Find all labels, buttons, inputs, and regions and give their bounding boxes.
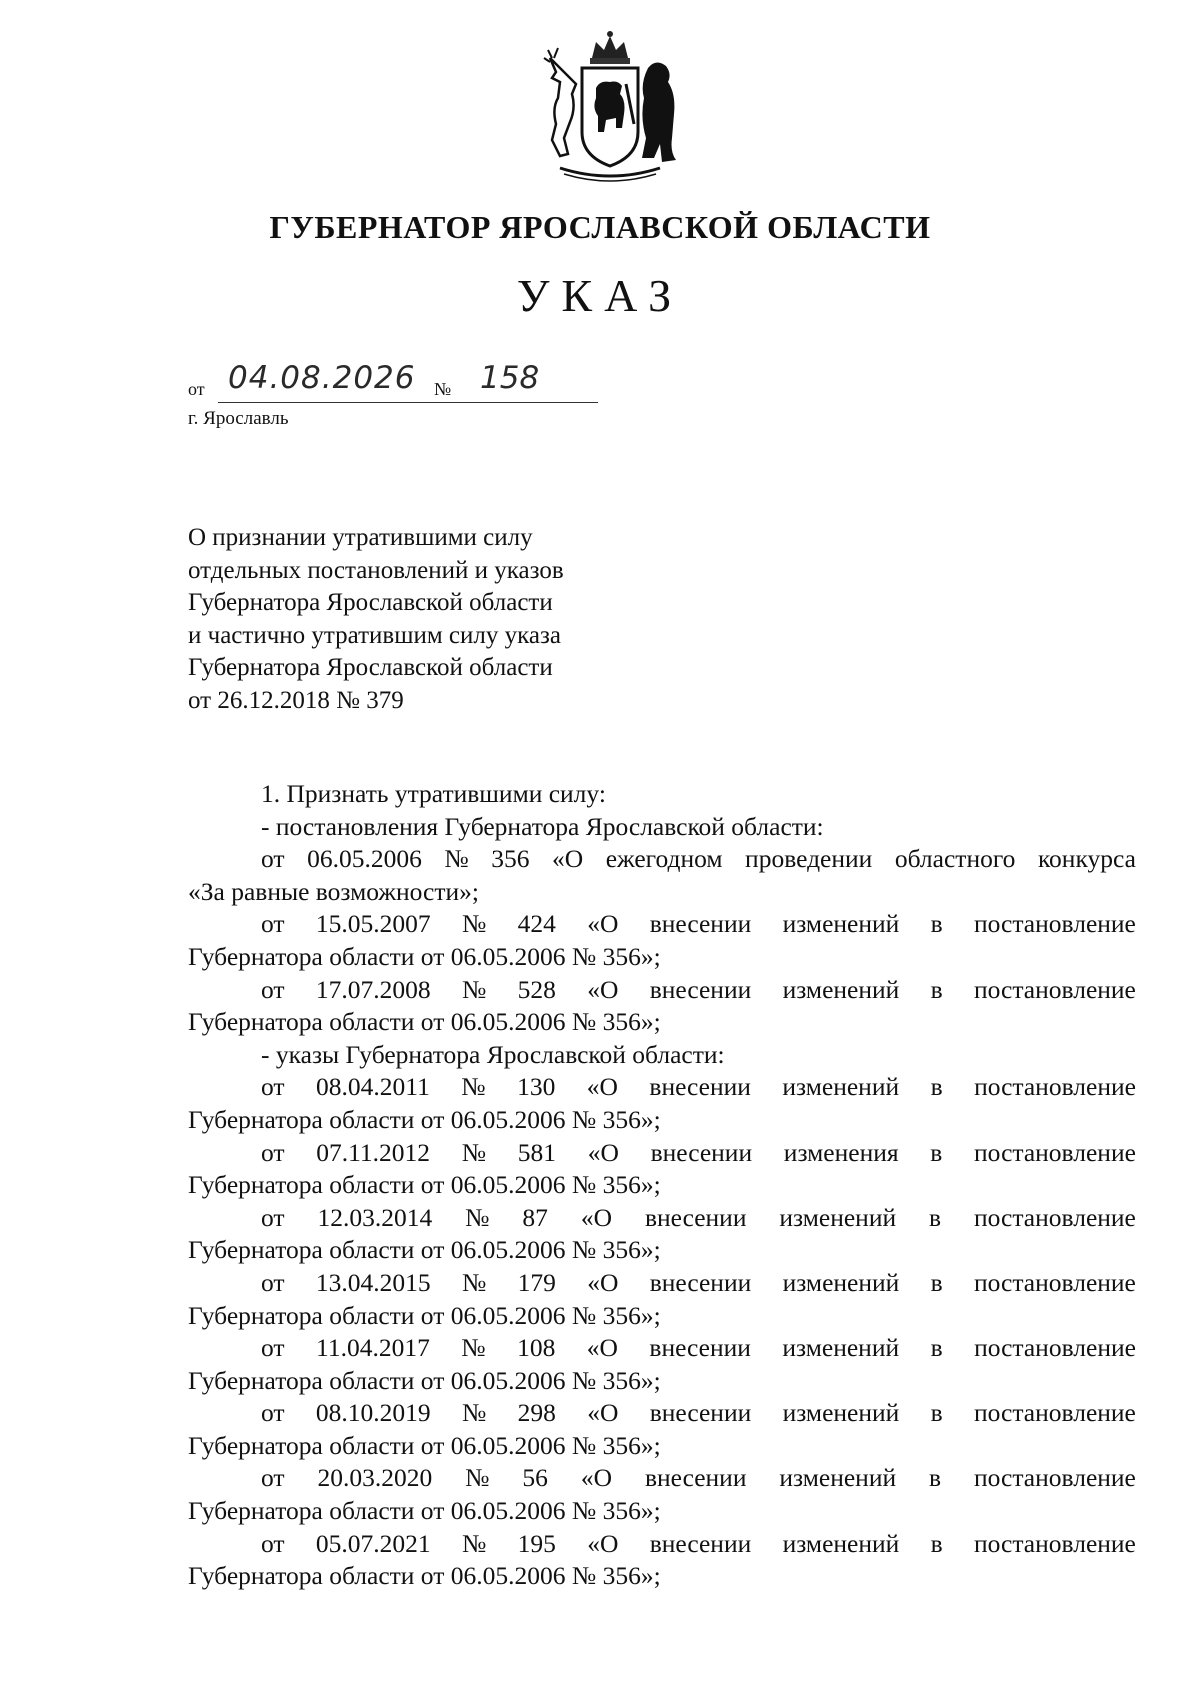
document-subject [188,522,708,717]
entry-word: постановление [974,974,1136,1004]
entry-word: «О [552,844,584,874]
entry-word: № [461,1398,487,1428]
entry-word: 13.04.2015 [315,1267,431,1297]
entry-word: в [930,1137,943,1167]
entry-word: изменения [783,1137,899,1167]
entry-word: 108 [517,1333,556,1363]
entry-word: ежегодном [605,844,723,874]
entry-word: 08.10.2019 [315,1398,431,1428]
entry-word: внесении [649,1267,752,1297]
entry-word: 179 [517,1267,556,1297]
entry-word: изменений [779,1202,897,1232]
entry-word: 424 [517,909,556,939]
entry-word: постановление [974,1463,1136,1493]
entry-line [188,974,1136,1007]
entry-word: 11.04.2017 [316,1333,430,1363]
entry-line [188,1528,1136,1561]
entry-word: внесении [649,1398,752,1428]
entries-group [188,1071,1136,1593]
entry-word: № [465,1202,490,1232]
subject-line: Губернатора Ярославской области [188,589,553,616]
entry-word: 08.04.2011 [316,1072,430,1102]
entry-continuation: Губернатора области от 06.05.2006 № 356»; [188,1300,661,1330]
entry-word: внесении [649,974,752,1004]
entry-word: № [465,1463,490,1493]
entry-word: в [930,1528,943,1558]
entry-word: в [929,1463,942,1493]
entry-word: 298 [517,1398,556,1428]
section-heading: - постановления Губернатора Ярославской области: [261,811,824,841]
entry-line [188,1071,1136,1104]
entry-word: 528 [517,974,556,1004]
item-heading: 1. Признать утратившими силу: [261,779,606,808]
entry-word: «О [587,1137,619,1167]
entry-word: постановление [974,1528,1136,1558]
entry-word: внесении [649,909,752,939]
date-prefix: от [188,379,205,399]
subject-line: и частично утратившим силу указа [188,621,561,649]
entry-word: № [461,1072,486,1102]
entry-word: в [930,974,943,1004]
entries-group [188,843,1136,1039]
entry-line [188,1202,1136,1235]
entry-continuation: Губернатора области от 06.05.2006 № 356»; [188,1496,661,1526]
entry-word: «О [586,1333,618,1363]
entry-word: в [930,909,943,939]
entry-word: внесении [644,1463,747,1493]
entry-word: «О [580,1463,613,1493]
entry-word: внесении [649,1528,752,1558]
entry-word: № [461,1137,487,1167]
entry-word: в [930,1398,943,1428]
number-label: № [434,379,452,399]
date-value: 04.08.2026 [228,360,416,396]
entry-word: в [929,1202,942,1232]
entry-continuation: Губернатора области от 06.05.2006 № 356»; [188,941,661,971]
entry-word: изменений [782,1528,900,1558]
entry-word: № [444,844,469,874]
entry-word: постановление [974,1398,1136,1428]
entry-word: 05.07.2021 [315,1528,431,1558]
entry-word: областного [894,844,1016,874]
entry-word: «О [586,1072,618,1102]
entry-word: от [261,1398,285,1428]
entry-word: от [261,1528,285,1558]
entry-line [188,1137,1136,1170]
entry-word: 17.07.2008 [315,974,431,1004]
entry-word: 130 [517,1072,556,1102]
entry-word: изменений [779,1463,897,1493]
entry-word: «О [587,1398,619,1428]
entry-word: конкурса [1037,844,1136,874]
entry-word: «О [580,1202,613,1232]
entry-word: «О [587,1267,619,1297]
entry-word: «О [587,909,619,939]
entry-continuation: Губернатора области от 06.05.2006 № 356»; [188,1235,661,1265]
entry-word: в [930,1072,943,1102]
subject-line: Губернатора Ярославской области [188,654,553,681]
number-value: 158 [480,360,540,396]
section-heading: - указы Губернатора Ярославской области: [261,1039,725,1069]
entry-word: № [461,1333,486,1363]
entry-word: «О [587,1528,619,1558]
entry-line [188,1397,1136,1430]
entry-continuation: «За равные возможности»; [188,876,479,906]
entry-word: 87 [522,1202,548,1232]
entry-word: 06.05.2006 [307,844,422,874]
entry-word: от [261,1333,285,1363]
entry-word: изменений [782,1072,900,1102]
entry-continuation: Губернатора области от 06.05.2006 № 356»; [188,1365,661,1395]
entry-word: постановление [974,1333,1136,1363]
entry-word: в [930,1333,943,1363]
entry-word: проведении [745,844,873,874]
entry-word: от [261,1137,285,1167]
entry-line [188,843,1136,876]
entry-word: 581 [517,1137,557,1167]
entry-word: внесении [649,1333,751,1363]
entry-continuation: Губернатора области от 06.05.2006 № 356»; [188,1561,661,1591]
entry-word: 20.03.2020 [317,1463,433,1493]
entry-word: от [261,974,285,1004]
entry-line [188,1267,1136,1300]
entry-word: внесении [649,1072,751,1102]
entry-word: № [461,909,487,939]
entry-word: постановление [974,1137,1136,1167]
entry-word: 07.11.2012 [316,1137,431,1167]
entry-word: внесении [650,1137,753,1167]
entry-continuation: Губернатора области от 06.05.2006 № 356»; [188,1430,661,1460]
entry-continuation: Губернатора области от 06.05.2006 № 356»; [188,1104,661,1134]
entry-word: от [261,1463,285,1493]
coat-of-arms-icon [530,28,690,188]
entry-continuation: Губернатора области от 06.05.2006 № 356»; [188,1007,661,1037]
city: г. Ярославль [188,408,289,429]
entry-line [188,908,1136,941]
entry-word: «О [587,974,619,1004]
entry-word: от [261,1267,285,1297]
entry-word: 56 [522,1463,548,1493]
entry-word: № [461,1267,487,1297]
entry-word: в [930,1267,943,1297]
entry-word: изменений [782,1333,900,1363]
document-body [188,778,1136,1593]
entry-word: от [261,1202,285,1232]
entry-word: изменений [782,974,900,1004]
subject-line: отдельных постановлений и указов [188,556,564,584]
entry-word: № [461,1528,487,1558]
entry-word: постановление [974,909,1136,939]
entry-word: от [261,909,285,939]
entry-continuation: Губернатора области от 06.05.2006 № 356»; [188,1170,661,1200]
entry-word: от [261,1072,285,1102]
entry-line [188,1332,1136,1365]
entry-word: № [461,974,487,1004]
entry-word: изменений [782,1398,900,1428]
entry-word: постановление [974,1072,1136,1102]
entry-word: от [261,844,285,874]
entry-word: 356 [491,844,530,874]
entry-word: внесении [644,1202,747,1232]
entry-word: 12.03.2014 [317,1202,433,1232]
entry-word: 15.05.2007 [315,909,431,939]
entry-word: изменений [782,909,900,939]
document-type: УКАЗ [516,270,684,321]
subject-line: О признании утратившими силу [188,524,533,551]
subject-line: от 26.12.2018 № 379 [188,686,404,714]
entry-word: изменений [782,1267,900,1297]
issuing-authority: ГУБЕРНАТОР ЯРОСЛАВСКОЙ ОБЛАСТИ [269,209,931,245]
entry-word: постановление [974,1267,1136,1297]
entry-word: 195 [517,1528,556,1558]
entry-line [188,1462,1136,1495]
number-field [466,362,582,403]
entry-word: постановление [974,1202,1136,1232]
